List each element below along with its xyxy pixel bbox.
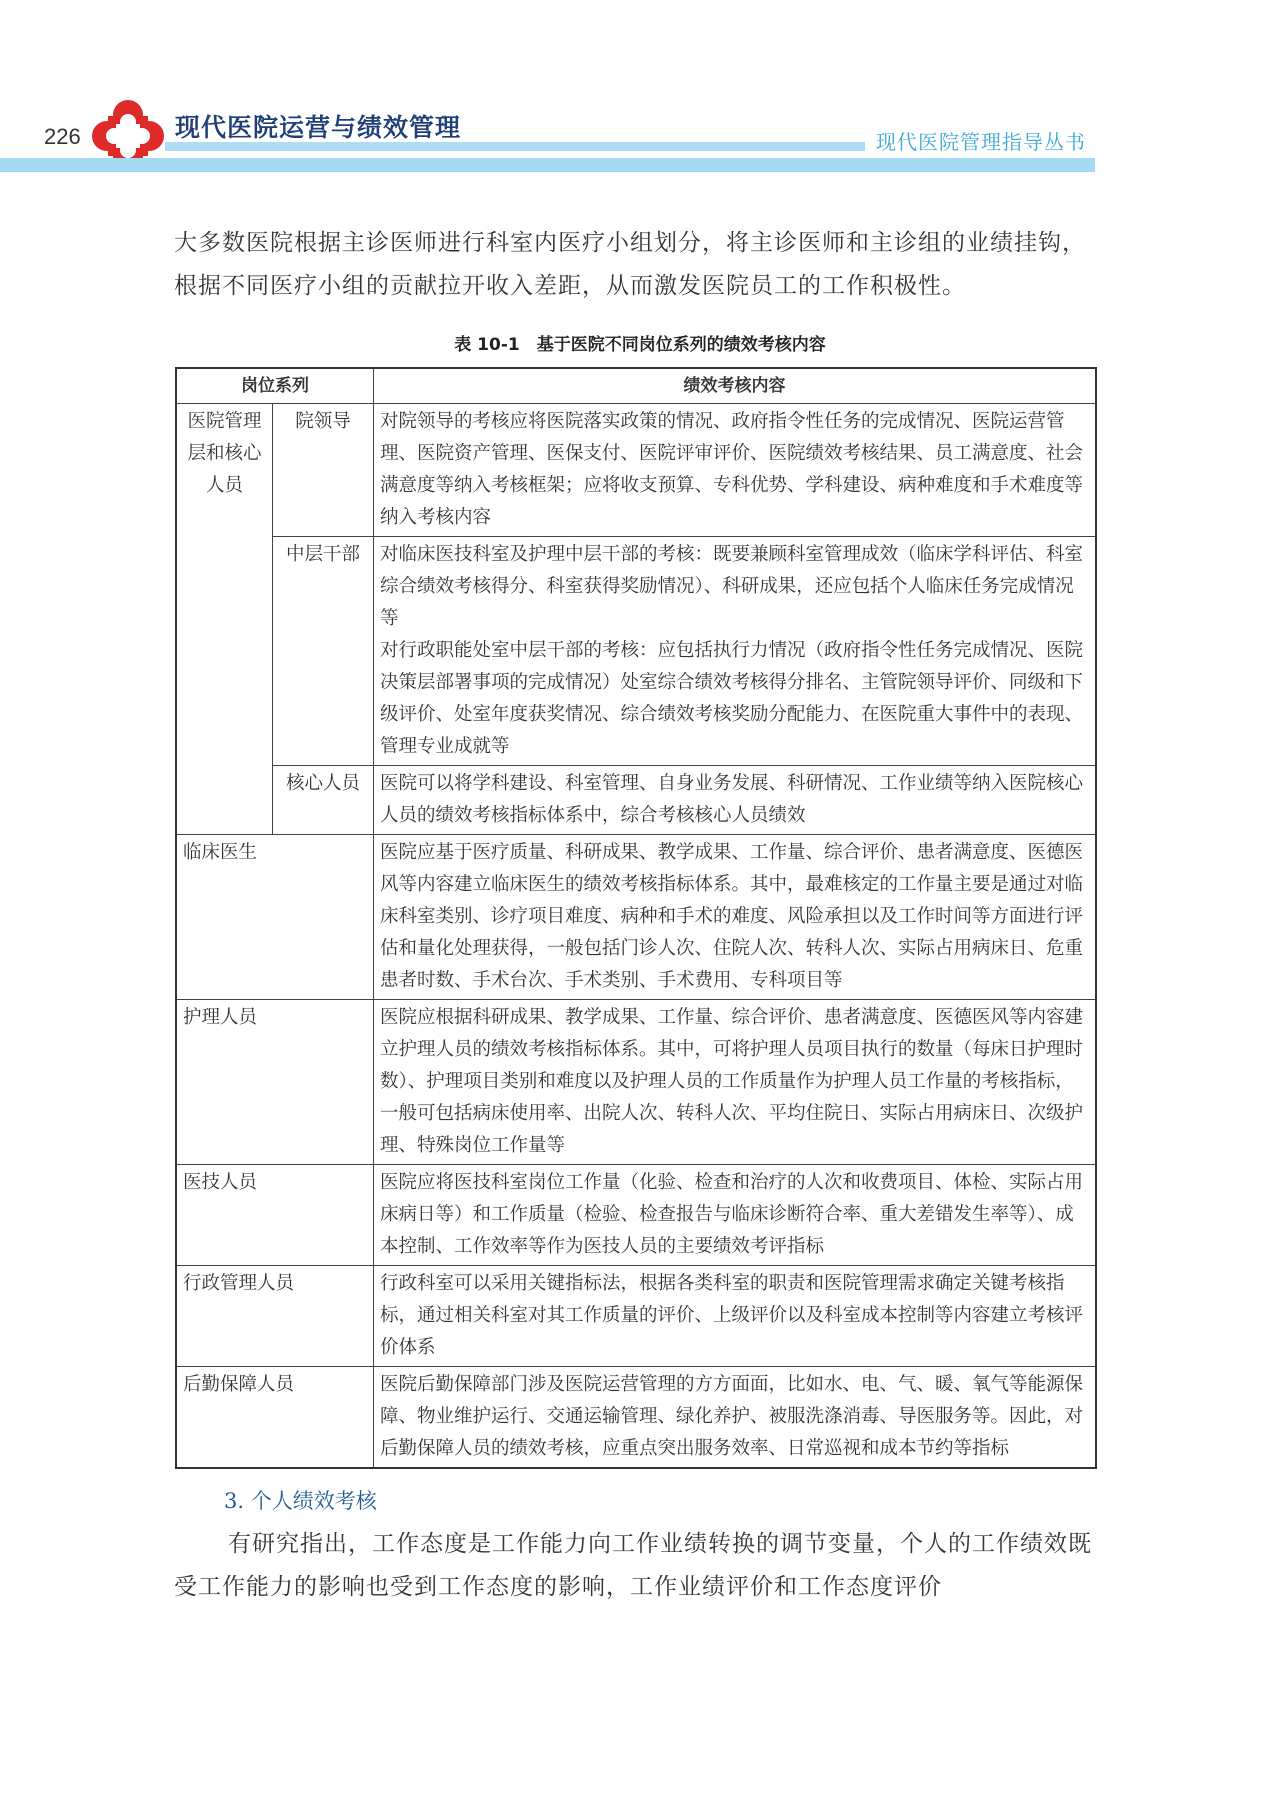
content-text: 对院领导的考核应将医院落实政策的情况、政府指令性任务的完成情况、医院运营管理、医院资产管理、医保支付、医院评审评价、医院绩效考核结果、员工满意度、社会满意度等纳入考核框架；应将收支预算、专科优势、学科建设、病种难度和手术难度等纳入考核内容 <box>380 411 1084 528</box>
series-title: 现代医院管理指导丛书 <box>876 130 1086 154</box>
content-cell: 医院应将医技科室岗位工作量（化验、检查和治疗的人次和收费项目、体检、实际占用床病日等）和工作质量（检验、检查报告与临床诊断符合率、重大差错发生率等）、成本控制、工作效率等作为医技人员的主要绩效考评指标 <box>374 1165 1097 1266</box>
content-text: 对行政职能处室中层干部的考核：应包括执行力情况（政府指令性任务完成情况、医院决策层部署事项的完成情况）处室综合绩效考核得分排名、主管院领导评价、同级和下级评价、处室年度获奖情况、综合绩效考核奖励分配能力、在医院重大事件中的表现、管理专业成就等 <box>380 640 1084 757</box>
header-rule-thick <box>0 158 1095 172</box>
page-header <box>0 0 1280 180</box>
table-header-row <box>176 368 1096 404</box>
table-row <box>176 537 1096 766</box>
role-cell: 院领导 <box>273 404 374 537</box>
table-row <box>176 1000 1096 1165</box>
group-label-cell: 医院管理层和核心人员 <box>176 404 273 835</box>
table-row <box>176 404 1096 537</box>
table-row <box>176 1165 1096 1266</box>
role-cell: 核心人员 <box>273 766 374 835</box>
header-cell-role-series: 岗位系列 <box>176 368 374 404</box>
role-cell: 后勤保障人员 <box>176 1367 374 1469</box>
page-number: 226 <box>44 124 81 149</box>
content-text: 对临床医技科室及护理中层干部的考核：既要兼顾科室管理成效（临床学科评估、科室综合绩效考核得分、科室获得奖励情况）、科研成果，还应包括个人临床任务完成情况等 <box>380 544 1084 629</box>
table-row <box>176 1266 1096 1367</box>
header-rule-thin <box>165 142 865 151</box>
content-cell <box>374 537 1097 766</box>
table-row <box>176 835 1096 1000</box>
role-cell: 中层干部 <box>273 537 374 766</box>
role-cell: 护理人员 <box>176 1000 374 1165</box>
role-cell: 医技人员 <box>176 1165 374 1266</box>
content-cell: 医院应根据科研成果、教学成果、工作量、综合评价、患者满意度、医德医风等内容建立护理人员的绩效考核指标体系。其中，可将护理人员项目执行的数量（每床日护理时数）、护理项目类别和难度以及护理人员的工作质量作为护理人员工作量的考核指标，一般可包括病床使用率、出院人次、转科人次、平均住院日、实际占用病床日、次级护理、特殊岗位工作量等 <box>374 1000 1097 1165</box>
content-text: 医院可以将学科建设、科室管理、自身业务发展、科研情况、工作业绩等纳入医院核心人员的绩效考核指标体系中，综合考核核心人员绩效 <box>380 773 1084 826</box>
intro-paragraph: 大多数医院根据主诊医师进行科室内医疗小组划分，将主诊医师和主诊组的业绩挂钩，根据不同医疗小组的贡献拉开收入差距，从而激发医院员工的工作积极性。 <box>174 230 1086 299</box>
section-heading: 3. 个人绩效考核 <box>224 1489 377 1513</box>
content-cell: 医院应基于医疗质量、科研成果、教学成果、工作量、综合评价、患者满意度、医德医风等内容建立临床医生的绩效考核指标体系。其中，最难核定的工作量主要是通过对临床科室类别、诊疗项目难度、病种和手术的难度、风险承担以及工作时间等方面进行评估和量化处理获得，一般包括门诊人次、住院人次、转科人次、实际占用病床日、危重患者时数、手术台次、手术类别、手术费用、专科项目等 <box>374 835 1097 1000</box>
table-row <box>176 1367 1096 1469</box>
table-caption: 表 10-1 基于医院不同岗位系列的绩效考核内容 <box>454 335 826 355</box>
book-title: 现代医院运营与绩效管理 <box>175 113 462 142</box>
content-cell <box>374 404 1097 537</box>
header-cell-content: 绩效考核内容 <box>374 368 1097 404</box>
closing-paragraph: 有研究指出，工作态度是工作能力向工作业绩转换的调节变量，个人的工作绩效既受工作能力的影响也受到工作态度的影响，工作业绩评价和工作态度评价 <box>174 1531 1092 1600</box>
performance-table <box>175 367 1097 1469</box>
content-cell <box>374 766 1097 835</box>
role-cell: 临床医生 <box>176 835 374 1000</box>
content-cell: 医院后勤保障部门涉及医院运营管理的方方面面，比如水、电、气、暖、氧气等能源保障、物业维护运行、交通运输管理、绿化养护、被服洗涤消毒、导医服务等。因此，对后勤保障人员的绩效考核，应重点突出服务效率、日常巡视和成本节约等指标 <box>374 1367 1097 1469</box>
table-row <box>176 766 1096 835</box>
content-cell: 行政科室可以采用关键指标法，根据各类科室的职责和医院管理需求确定关键考核指标，通过相关科室对其工作质量的评价、上级评价以及科室成本控制等内容建立考核评价体系 <box>374 1266 1097 1367</box>
role-cell: 行政管理人员 <box>176 1266 374 1367</box>
